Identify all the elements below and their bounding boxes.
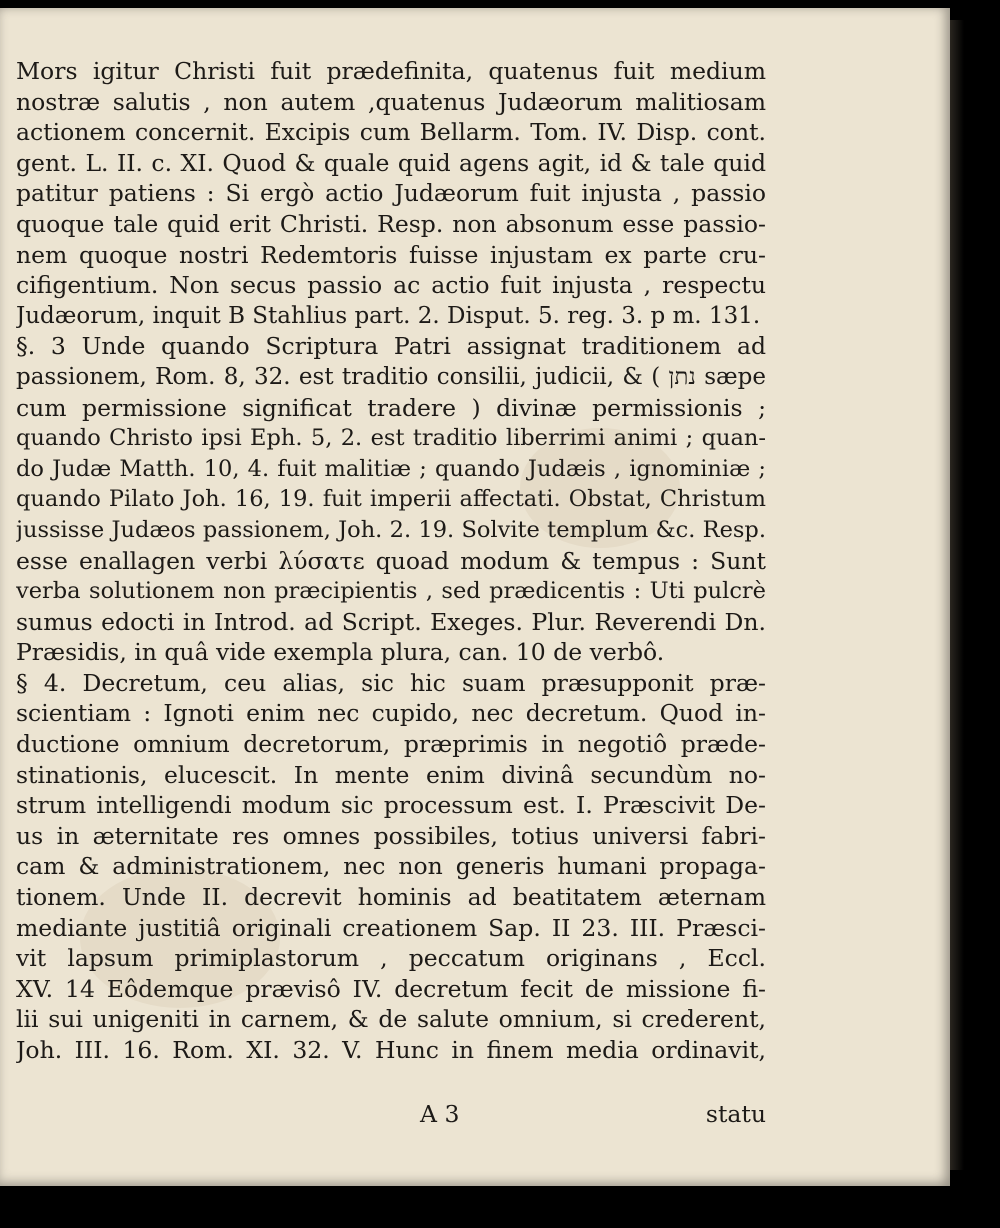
text-line: vit lapsum primiplastorum , peccatum originans , Eccl. <box>16 944 766 973</box>
text-line: § 4. Decretum, ceu alias, sic hic suam præsupponit præ- <box>16 668 766 697</box>
text-line: actionem concernit. Excipis cum Bellarm. Tom. IV. Disp. cont. <box>16 118 766 147</box>
text-line: jussisse Judæos passionem, Joh. 2. 19. Solvite templum &c. Resp. <box>16 516 766 543</box>
text-line: XV. 14 Eôdemque prævisô IV. decretum fecit de missione fi- <box>16 974 766 1003</box>
text-line: lii sui unigeniti in carnem, & de salute omnium, si crederent, <box>16 1005 766 1034</box>
text-line: cum permissione significat tradere ) divinæ permissionis ; <box>16 393 766 422</box>
text-line: strum intelligendi modum sic processum est. I. Præscivit De- <box>16 791 766 820</box>
text-line: mediante justitiâ originali creationem Sap. II 23. III. Præsci- <box>16 913 766 942</box>
text-line: ductione omnium decretorum, præprimis in negotiô præde- <box>16 730 766 759</box>
text-line: §. 3 Unde quando Scriptura Patri assignat traditionem ad <box>16 332 766 361</box>
signature-mark: A 3 <box>420 1100 460 1128</box>
text-line: passionem, Rom. 8, 32. est traditio consilii, judicii, & ( נתן sæpe <box>16 363 766 390</box>
text-line: quoque tale quid erit Christi. Resp. non absonum esse passio- <box>16 209 766 238</box>
text-line: Mors igitur Christi fuit prædefinita, quatenus fuit medium <box>16 57 766 85</box>
catchword: statu <box>705 1100 766 1128</box>
text-line: nostræ salutis , non autem ,quatenus Judæorum malitiosam <box>16 87 766 116</box>
text-line: do Judæ Matth. 10, 4. fuit malitiæ ; quando Judæis , ignominiæ ; <box>16 455 766 482</box>
text-line: quando Christo ipsi Eph. 5, 2. est traditio liberrimi animi ; quan- <box>16 425 766 452</box>
text-line: nem quoque nostri Redemtoris fuisse injustam ex parte cru- <box>16 240 766 269</box>
text-line: esse enallagen verbi λύσατε quoad modum & tempus : Sunt <box>16 546 766 575</box>
text-line: scientiam : Ignoti enim nec cupido, nec decretum. Quod in- <box>16 699 766 728</box>
book-page <box>0 8 950 1186</box>
text-line: quando Pilato Joh. 16, 19. fuit imperii affectati. Obstat, Christum <box>16 486 766 513</box>
text-line: stinationis, elucescit. In mente enim divinâ secundùm no- <box>16 760 766 789</box>
page-edge-shadow <box>950 20 964 1170</box>
page-footer <box>16 1100 766 1132</box>
text-line: Judæorum, inquit B Stahlius part. 2. Disput. 5. reg. 3. p m. 131. <box>16 302 761 329</box>
text-line: tionem. Unde II. decrevit hominis ad beatitatem æternam <box>16 883 766 912</box>
text-line: cam & administrationem, nec non generis humani propaga- <box>16 852 766 881</box>
text-line: patitur patiens : Si ergò actio Judæorum fuit injusta , passio <box>16 179 766 208</box>
text-line: gent. L. II. c. XI. Quod & quale quid agens agit, id & tale quid <box>16 148 766 177</box>
text-line: Joh. III. 16. Rom. XI. 32. V. Hunc in finem media ordinavit, <box>16 1036 766 1064</box>
text-line: cifigentium. Non secus passio ac actio fuit injusta , respectu <box>16 271 766 300</box>
text-line: us in æternitate res omnes possibiles, totius universi fabri- <box>16 821 766 850</box>
text-line: sumus edocti in Introd. ad Script. Exeges. Plur. Reverendi Dn. <box>16 607 766 636</box>
text-line: verba solutionem non præcipientis , sed prædicentis : Uti pulcrè <box>16 578 766 605</box>
body-text <box>16 56 766 1066</box>
text-line: Præsidis, in quâ vide exempla plura, can. 10 de verbô. <box>16 638 665 667</box>
